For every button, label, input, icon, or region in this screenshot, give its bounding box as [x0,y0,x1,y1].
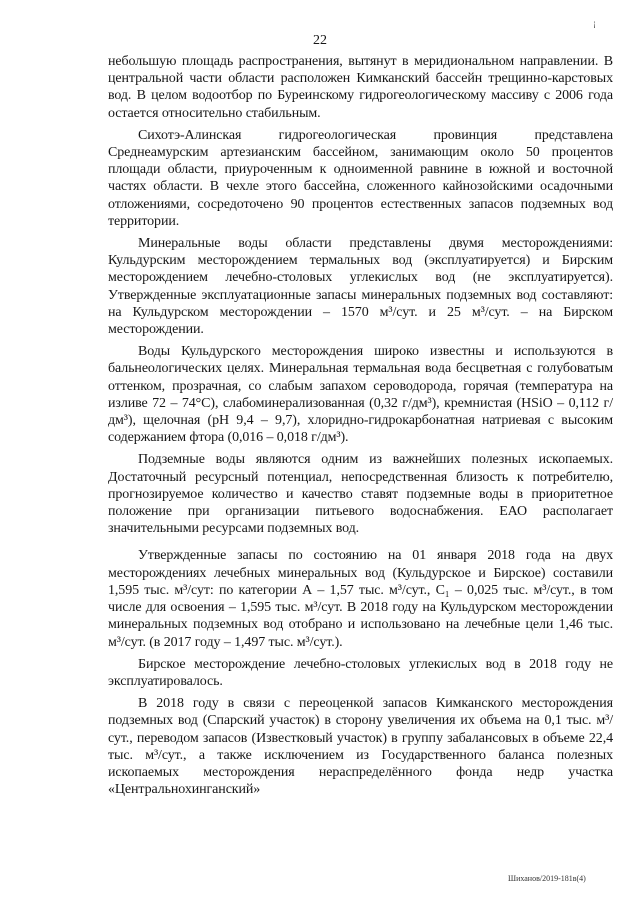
paragraph-approved-reserves: Утвержденные запасы по состоянию на 01 января 2018 года на двух месторождениях лечебных минеральных вод (Кульдурское и Бирское) составили 1,595 тыс. м³/сут: по категории А – 1,57 тыс. м³/сут., С₁ – 0,025 тыс. м³/сут., в том числе для освоения – 1,595 тыс. м³/сут. В 2018 году на Кульдурском месторождении минеральных подземных вод отобрано и использовано на лечебные цели 1,46 тыс. м³/сут. (в 2017 году – 1,497 тыс. м³/сут.). [108,548,613,650]
paragraph-continued: небольшую площадь распространения, вытянут в меридиональном направлении. В центральной части области расположен Кимканский бассейн трещинно-карстовых вод. В целом водоотбор по Буреинскому гидрогеологическому массиву с 2006 года остается относительно стабильным. [108,54,613,121]
page-number: 22 [313,33,327,48]
paragraph-birskoe: Бирское месторождение лечебно-столовых углекислых вод в 2018 году не эксплуатировалось. [108,656,613,689]
paragraph-mineral-waters: Минеральные воды области представлены двумя месторождениями: Кульдурским месторождением термальных вод (эксплуатируется) и Бирским месторождением лечебно-столовых углекислых вод (не эксплуатируется). Утвержденные эксплуатационные запасы минеральных подземных вод составляют: на Кульдурском месторождении – 1570 м³/сут. и 25 м³/сут. – на Бирском месторождении. [108,236,613,338]
document-body [108,53,613,798]
paragraph-2018-revaluation: В 2018 году в связи с переоценкой запасов Кимканского месторождения подземных вод (Спарский участок) в сторону увеличения их объема на 0,1 тыс. м³/сут., переводом запасов (Известковый участок) в группу забалансовых в объеме 22,4 тыс. м³/сут., а также исключением из Государственного баланса полезных ископаемых месторождения нераспределённого фонда недр участка «Центральнохинганский» [108,696,613,798]
corner-mark: ¡ [593,18,596,28]
paragraph-groundwater: Подземные воды являются одним из важнейших полезных ископаемых. Достаточный ресурсный потенциал, непосредственная близость к потребителю, прогнозируемое количество и качество ставят подземные воды в приоритетное положение при организации питьевого водоснабжения. ЕАО располагает значительными ресурсами подземных вод. [108,452,613,537]
footer-document-code: Шиханов/2019-181в(4) [508,874,586,883]
paragraph-kuldur-waters: Воды Кульдурского месторождения широко известны и используются в бальнеологических целях. Минеральная термальная вода бесцветная с голубоватым оттенком, прозрачная, со слабым запахом сероводорода, горячая (температура на изливе 72 – 74°С), слабоминерализованная (0,32 г/дм³), кремнистая (HSiO – 0,112 г/дм³), щелочная (рН 9,4 – 9,7), хлоридно-гидрокарбонатная натриевая с высоким содержанием фтора (0,016 – 0,018 г/дм³). [108,344,613,446]
paragraph-sikhote-alin: Сихотэ-Алинская гидрогеологическая провинция представлена Среднеамурским артезианским бассейном, занимающим около 50 процентов площади области, приуроченным к одноименной равнине в южной и восточной частях области. В чехле этого бассейна, сложенного кайнозойскими осадочными отложениями, сосредоточено 90 процентов естественных запасов подземных вод территории. [108,127,613,229]
